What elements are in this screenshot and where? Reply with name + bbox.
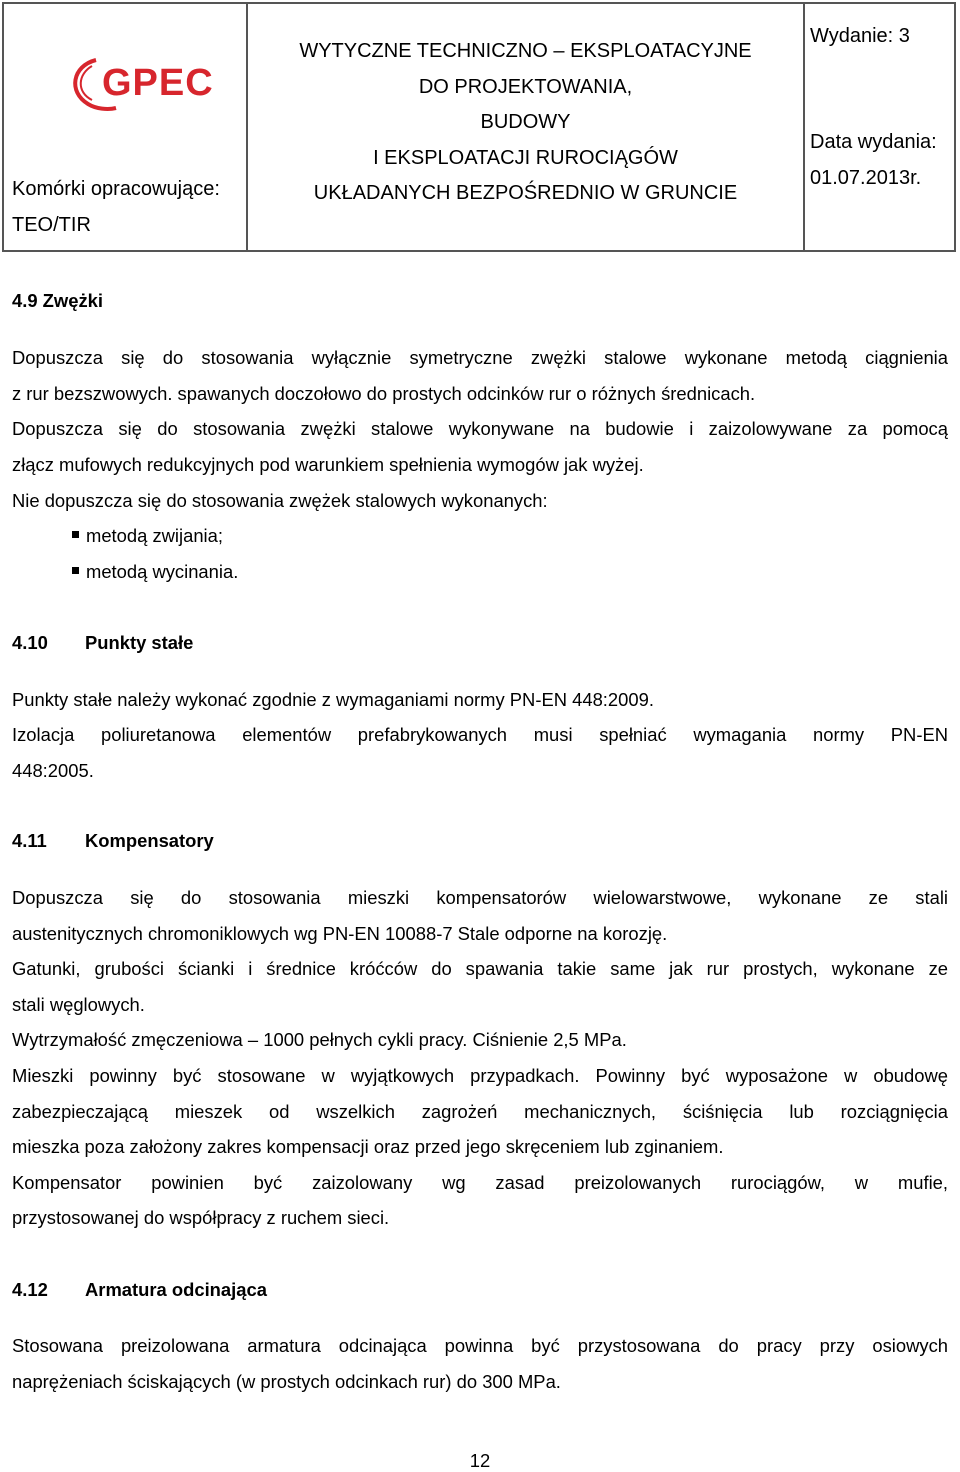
paragraph-line: Punkty stałe należy wykonać zgodnie z wymaganiami normy PN-EN 448:2009. — [12, 689, 654, 710]
paragraph-line: Stosowana preizolowana armatura odcinająca powinna być przystosowana do pracy przy osiowych — [12, 1335, 948, 1356]
list-item — [72, 518, 223, 554]
paragraph-line: Nie dopuszcza się do stosowania zwężek stalowych wykonanych: — [12, 490, 548, 511]
paragraph-line: Izolacja poliuretanowa elementów prefabrykowanych musi spełniać wymagania normy PN-EN — [12, 724, 948, 745]
gpec-logo — [66, 52, 214, 122]
prepared-by-label: Komórki opracowujące: — [12, 178, 220, 200]
title-line: DO PROJEKTOWANIA, — [418, 75, 633, 98]
paragraph-line: Gatunki, grubości ścianki i średnice króćców do spawania takie same jak rur prostych, wykonane ze — [12, 958, 948, 979]
title-line: UKŁADANYCH BEZPOŚREDNIO W GRUNCIE — [313, 182, 738, 204]
list-item-text: metodą zwijania; — [86, 525, 223, 546]
title-line: I EKSPLOATACJI RUROCIĄGÓW — [373, 146, 678, 169]
edition-label: Wydanie: 3 — [810, 25, 910, 47]
document-header — [2, 2, 956, 252]
section-heading-4-9: 4.9 Zwężki — [12, 290, 103, 311]
title-line: BUDOWY — [480, 111, 571, 133]
list-item — [72, 554, 238, 590]
title-line: WYTYCZNE TECHNICZNO – EKSPLOATACYJNE — [299, 40, 752, 62]
paragraph-line: naprężeniach ściskających (w prostych odcinkach rur) do 300 MPa. — [12, 1371, 561, 1392]
date-value: 01.07.2013r. — [810, 167, 922, 189]
paragraph-line: zabezpieczającą mieszek od wszelkich zagrożeń mechanicznych, ściśnięcia lub rozciągnięcia — [12, 1101, 948, 1122]
square-bullet-icon — [72, 567, 79, 574]
paragraph-line: Dopuszcza się do stosowania wyłącznie symetryczne zwężki stalowe wykonane metodą ciągnienia — [12, 347, 948, 368]
date-label: Data wydania: — [810, 131, 937, 153]
section-title: Armatura odcinająca — [85, 1279, 267, 1300]
header-divider — [803, 4, 805, 250]
section-title: Kompensatory — [85, 830, 214, 851]
section-title: Punkty stałe — [85, 632, 194, 653]
paragraph-line: Wytrzymałość zmęczeniowa – 1000 pełnych cykli pracy. Ciśnienie 2,5 MPa. — [12, 1029, 627, 1050]
paragraph-line: 448:2005. — [12, 760, 94, 781]
page-number: 12 — [469, 1450, 491, 1471]
paragraph-line: Dopuszcza się do stosowania mieszki kompensatorów wielowarstwowe, wykonane ze stali — [12, 887, 948, 908]
paragraph-line: stali węglowych. — [12, 994, 145, 1015]
square-bullet-icon — [72, 531, 79, 538]
document-title — [248, 34, 803, 212]
section-heading-4-11 — [12, 823, 214, 859]
list-item-text: metodą wycinania. — [86, 561, 239, 582]
paragraph-line: z rur bezszwowych. spawanych doczołowo do prostych odcinków rur o różnych średnicach. — [12, 383, 756, 404]
paragraph-line: przystosowanej do współpracy z ruchem sieci. — [12, 1207, 390, 1228]
section-heading-4-12 — [12, 1272, 267, 1308]
paragraph-line: złącz mufowych redukcyjnych pod warunkiem spełnienia wymogów jak wyżej. — [12, 454, 644, 475]
paragraph-line: Dopuszcza się do stosowania zwężki stalowe wykonywane na budowie i zaizolowywane za pomocą — [12, 418, 948, 439]
paragraph-line: Mieszki powinny być stosowane w wyjątkowych przypadkach. Powinny być wyposażone w obudowę — [12, 1065, 948, 1086]
section-number: 4.12 — [12, 1279, 48, 1300]
section-number: 4.11 — [12, 830, 47, 851]
paragraph-line: mieszka poza założony zakres kompensacji oraz przed jego skręceniem lub zginaniem. — [12, 1136, 724, 1157]
prepared-by-value: TEO/TIR — [12, 214, 91, 236]
logo-text: GPEC — [102, 62, 214, 104]
paragraph-line: Kompensator powinien być zaizolowany wg zasad preizolowanych rurociągów, w mufie, — [12, 1172, 948, 1193]
section-heading-4-10 — [12, 625, 193, 661]
paragraph-line: austenitycznych chromoniklowych wg PN-EN 10088-7 Stale odporne na korozję. — [12, 923, 668, 944]
section-number: 4.10 — [12, 632, 48, 653]
